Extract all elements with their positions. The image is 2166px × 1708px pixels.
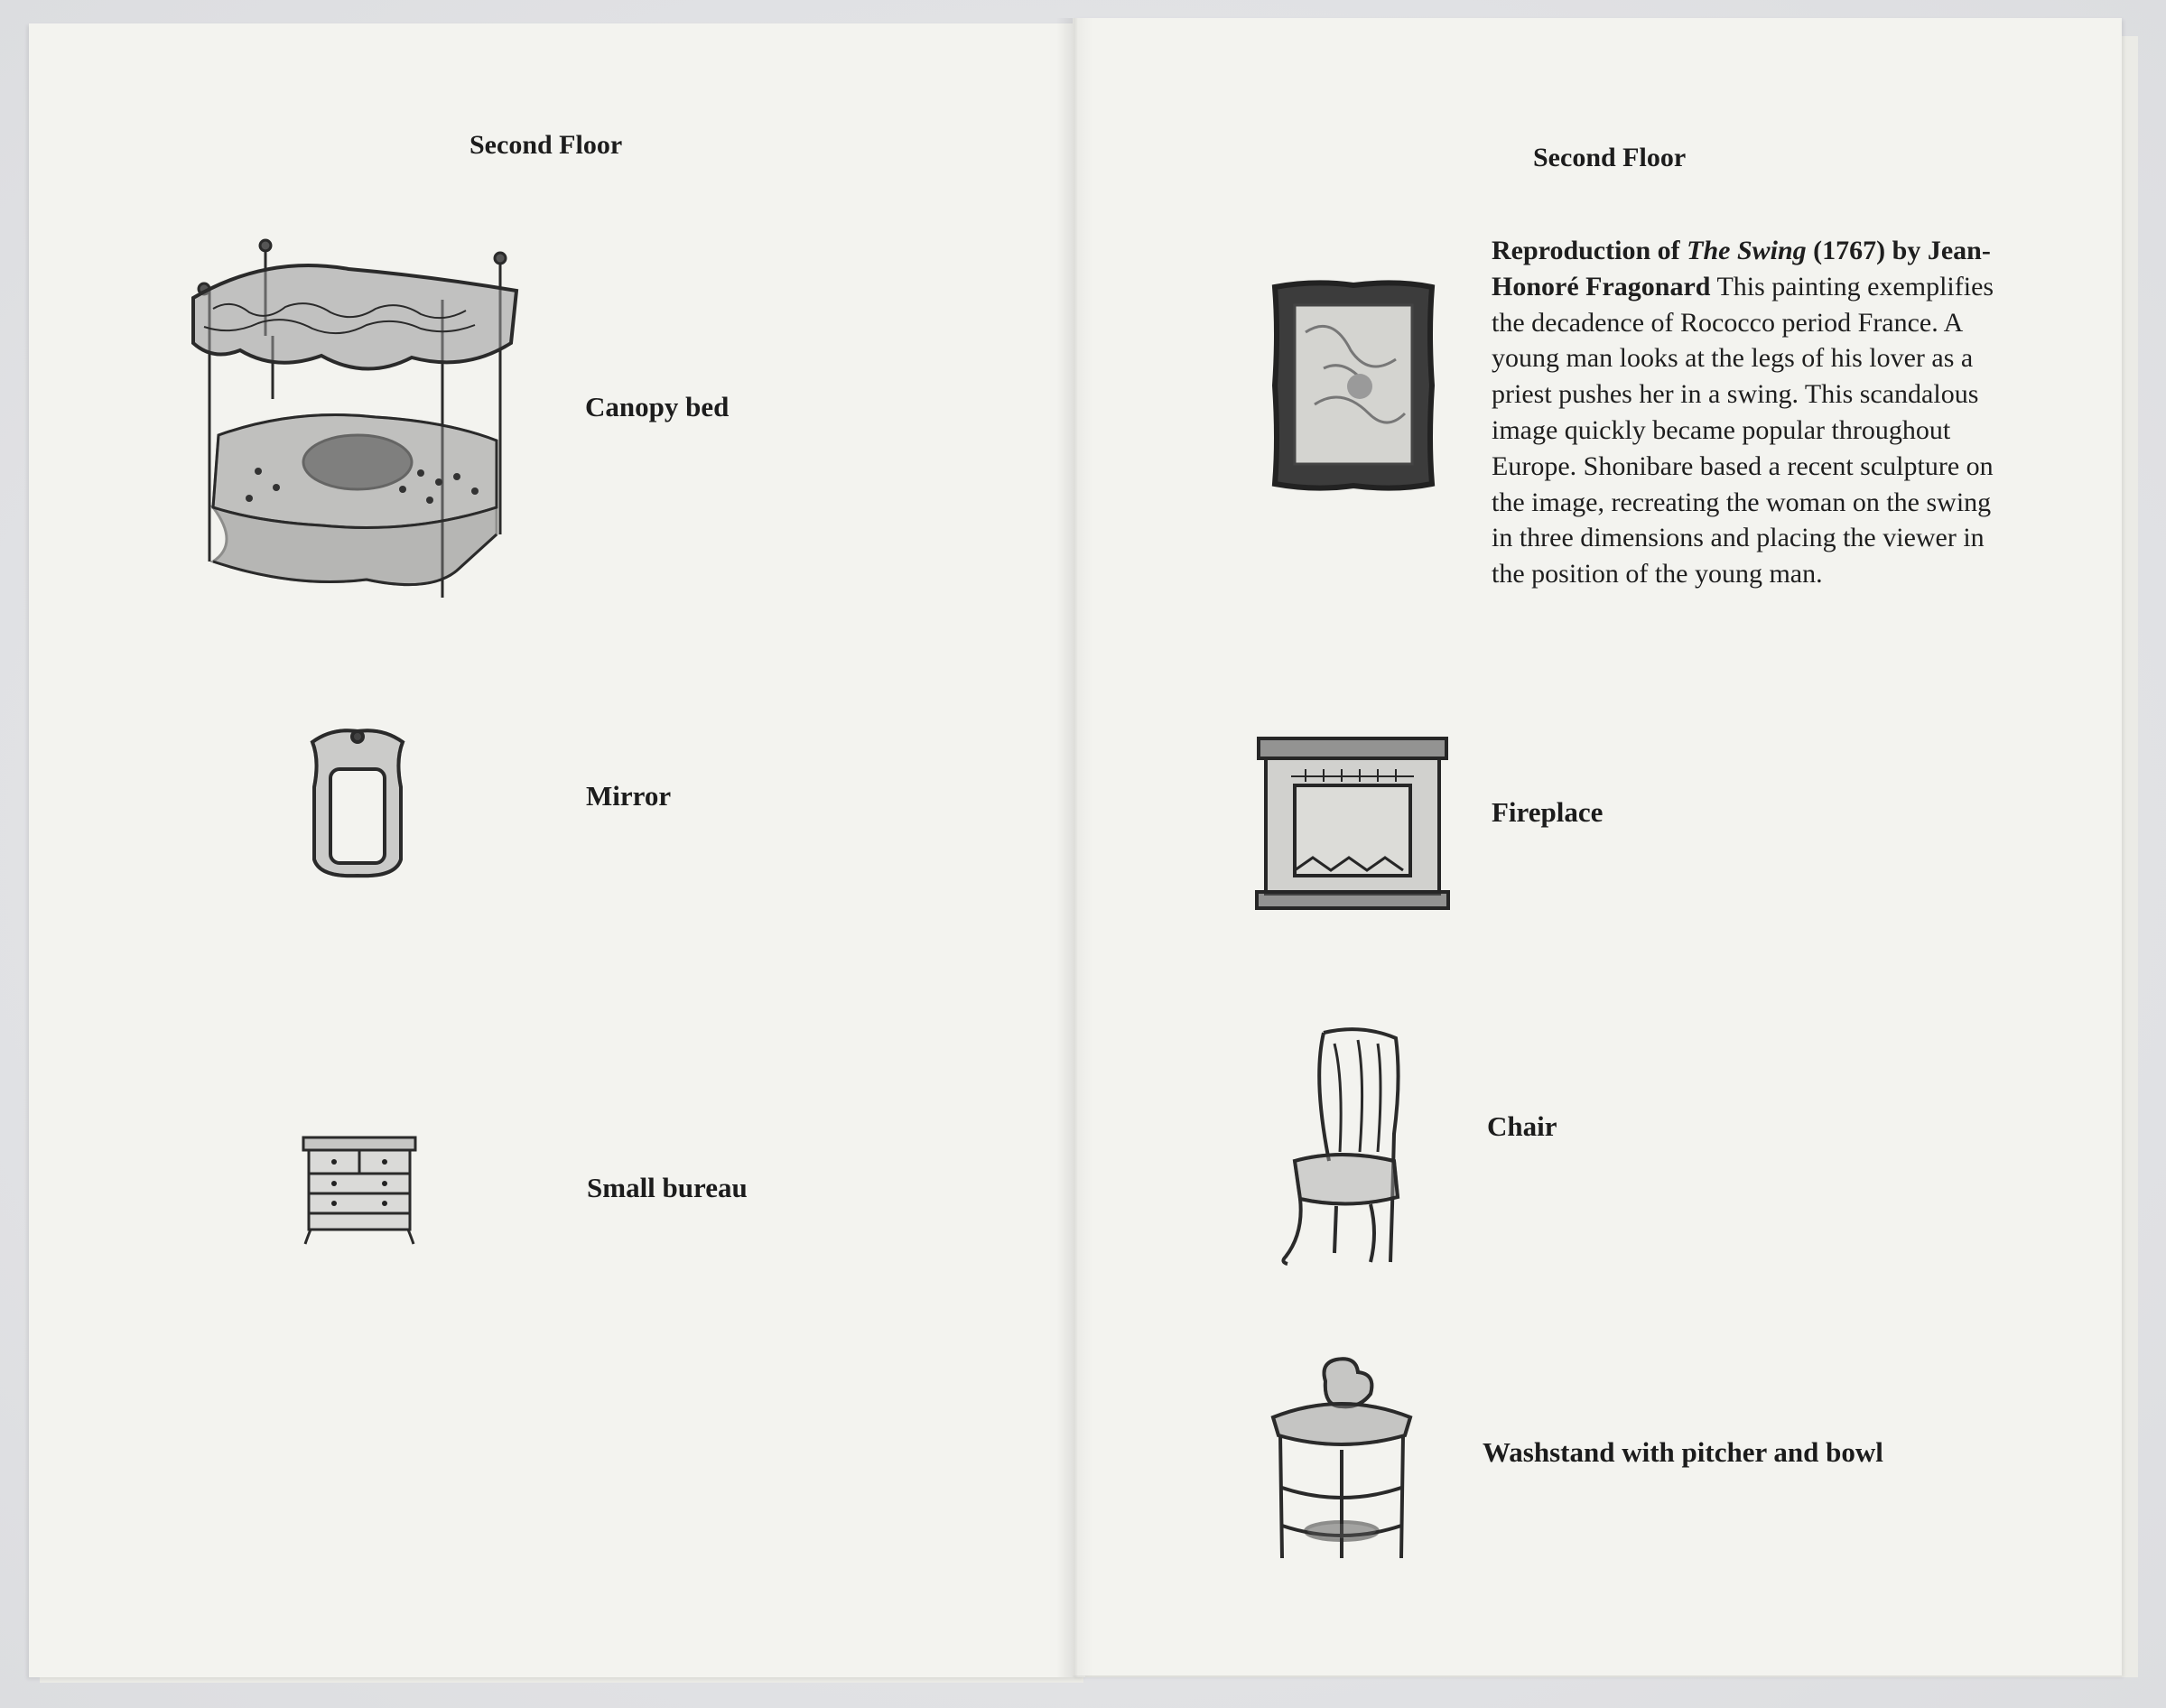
fireplace-label: Fireplace bbox=[1492, 796, 1604, 828]
chair-label: Chair bbox=[1487, 1110, 1557, 1142]
framed-painting-illustration bbox=[1269, 278, 1437, 493]
canopy-bed-label: Canopy bed bbox=[585, 391, 730, 422]
fireplace-illustration bbox=[1255, 735, 1450, 912]
painting-year: (1767) by bbox=[1813, 236, 1921, 265]
small-bureau-illustration bbox=[300, 1134, 419, 1246]
washstand-illustration bbox=[1269, 1354, 1414, 1564]
canopy-bed-illustration bbox=[186, 237, 525, 599]
painting-description bbox=[1492, 233, 1997, 592]
book-gutter bbox=[1056, 18, 1092, 1677]
painting-title-prefix: Reproduction of bbox=[1492, 236, 1680, 265]
chair-illustration bbox=[1277, 1026, 1410, 1267]
mirror-label: Mirror bbox=[586, 780, 672, 812]
small-bureau-label: Small bureau bbox=[587, 1172, 748, 1203]
left-page-heading: Second Floor bbox=[469, 130, 623, 160]
painting-artist: Jean-Honoré Fragonard bbox=[1492, 236, 1991, 302]
painting-description-text: This painting exemplifies the decadence of Rococco period France. A young man looks at the legs of his lover as a priest pushes her in a swing. This scandalous image quickly became popular throughout Europe. Shonibare based a recent sculpture on the image, recreating the woman on the swing in three dimensions and placing the viewer in the position of the young man. bbox=[1492, 271, 1994, 589]
painting-title: The Swing bbox=[1687, 236, 1807, 265]
right-page-heading: Second Floor bbox=[1533, 143, 1687, 172]
washstand-label: Washstand with pitcher and bowl bbox=[1483, 1436, 1883, 1468]
mirror-illustration bbox=[305, 724, 410, 881]
